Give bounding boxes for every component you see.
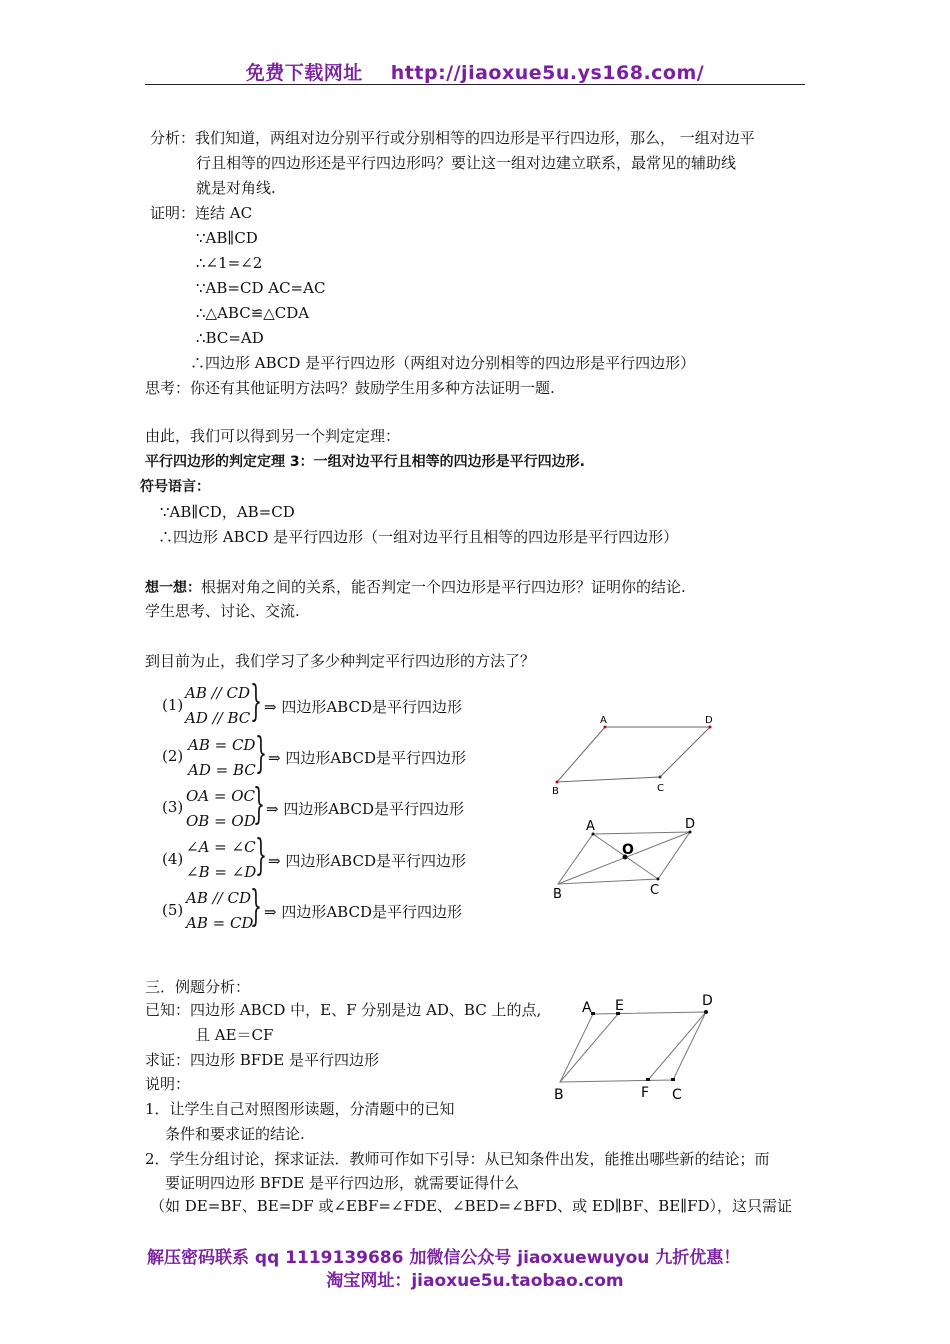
figure-1-point-c xyxy=(659,776,662,779)
figure-2-parallelogram xyxy=(548,812,728,907)
think2-bold: 想一想： xyxy=(145,580,201,596)
proof-line-2: ∵AB∥CD xyxy=(196,229,258,247)
figure-3-point-d xyxy=(704,1010,708,1014)
method-3-conclusion: ⇒ 四边形ABCD是平行四边形 xyxy=(266,800,464,818)
method-4-brace: } xyxy=(255,830,268,879)
think2-line-1 xyxy=(145,577,686,598)
analysis-line-3: 就是对角线. xyxy=(196,179,276,197)
header-rule xyxy=(145,84,805,85)
figure-3-outline xyxy=(560,1012,706,1082)
method-4-bottom: ∠B = ∠D xyxy=(186,863,257,881)
example-note: 说明： xyxy=(145,1075,191,1093)
analysis-line-1: 分析：我们知道，两组对边分别平行或分别相等的四边形是平行四边形，那么， 一组对边平 xyxy=(150,129,755,147)
figure-2-label-o: O xyxy=(622,842,634,858)
proof-line-5: ∴△ABC≌△CDA xyxy=(196,304,310,322)
example-note-1b: 条件和要求证的结论. xyxy=(165,1125,305,1143)
figure-2-label-c: C xyxy=(650,883,660,898)
figure-3-label-c: C xyxy=(672,1087,682,1103)
proof-line-7: ∴四边形 ABCD 是平行四边形（两组对边分别相等的四边形是平行四边形） xyxy=(190,354,696,372)
figure-2-label-a: A xyxy=(586,819,595,834)
figure-3-point-f xyxy=(646,1078,650,1081)
figure-1-outline xyxy=(557,727,710,782)
method-3-num: (3) xyxy=(162,798,184,816)
method-1-top: AB // CD xyxy=(185,684,251,702)
figure-3-segment-be xyxy=(560,1014,618,1082)
proof-line-6: ∴BC=AD xyxy=(196,329,264,347)
example-note-2a: 2．学生分组讨论，探求证法．教师可作如下引导：从已知条件出发，能推出哪些新的结论；而 xyxy=(145,1150,770,1168)
figure-3-parallelogram xyxy=(548,990,728,1105)
footer-contact: 解压密码联系 qq 1119139686 加微信公众号 jiaoxuewuyou 九折优惠！ xyxy=(147,1248,741,1268)
figure-2-point-c xyxy=(657,878,660,881)
method-3-top: OA = OC xyxy=(186,787,256,805)
figure-1-parallelogram xyxy=(545,712,735,797)
example-given-2: 且 AE＝CF xyxy=(195,1026,274,1044)
method-1-conclusion: ⇒ 四边形ABCD是平行四边形 xyxy=(264,698,462,716)
figure-1-label-d: D xyxy=(705,715,713,726)
method-3-brace: } xyxy=(253,779,266,828)
method-1-brace: } xyxy=(250,676,263,725)
method-2-conclusion: ⇒ 四边形ABCD是平行四边形 xyxy=(268,749,466,767)
example-given-1: 已知：四边形 ABCD 中，E、F 分别是边 AD、BC 上的点, xyxy=(145,1001,542,1019)
figure-1-point-b xyxy=(556,781,559,784)
example-title: 三．例题分析： xyxy=(145,978,251,996)
figure-3-label-e: E xyxy=(615,998,624,1014)
header-label: 免费下载网址 xyxy=(245,62,363,84)
method-1-num: (1) xyxy=(162,696,184,714)
method-3-bottom: OB = OD xyxy=(186,812,256,830)
proof-line-1: 证明：连结 AC xyxy=(150,204,253,222)
figure-3-label-a: A xyxy=(582,1000,592,1016)
method-5-num: (5) xyxy=(162,901,184,919)
figure-3-label-f: F xyxy=(641,1085,650,1101)
derive-line: 由此，我们可以得到另一个判定定理： xyxy=(145,427,401,445)
header-url[interactable]: http://jiaoxue5u.ys168.com/ xyxy=(390,62,705,84)
method-5-brace: } xyxy=(250,881,263,930)
method-5-top: AB // CD xyxy=(186,889,252,907)
method-5-bottom: AB = CD xyxy=(186,914,254,932)
figure-1-label-a: A xyxy=(600,715,607,726)
example-note-1a: 1．让学生自己对照图形读题，分清题中的已知 xyxy=(145,1100,455,1118)
sofar-line: 到目前为止，我们学习了多少种判定平行四边形的方法了？ xyxy=(145,652,536,670)
footer-shop-url[interactable]: 淘宝网址：jiaoxue5u.taobao.com xyxy=(326,1271,624,1291)
figure-1-label-b: B xyxy=(552,786,559,797)
symbol-title: 符号语言： xyxy=(140,479,210,495)
figure-1-label-c: C xyxy=(657,783,664,794)
method-4-num: (4) xyxy=(162,850,184,868)
think2-rest: 根据对角之间的关系，能否判定一个四边形是平行四边形？证明你的结论. xyxy=(201,578,686,596)
example-note-2c: （如 DE=BF、BE=DF 或∠EBF=∠FDE、∠BED=∠BFD、或 ED∥BF、BE∥FD），这只需证 xyxy=(150,1197,793,1215)
figure-2-label-b: B xyxy=(553,887,562,902)
think-line: 思考：你还有其他证明方法吗？鼓励学生用多种方法证明一题. xyxy=(145,379,555,397)
figure-3-point-c xyxy=(671,1078,675,1081)
method-4-conclusion: ⇒ 四边形ABCD是平行四边形 xyxy=(268,852,466,870)
method-2-brace: } xyxy=(255,728,268,777)
example-prove: 求证：四边形 BFDE 是平行四边形 xyxy=(145,1051,379,1069)
method-2-top: AB = CD xyxy=(188,736,256,754)
figure-3-point-a xyxy=(591,1012,595,1015)
theorem-line: 平行四边形的判定定理 3：一组对边平行且相等的四边形是平行四边形. xyxy=(145,454,585,470)
analysis-line-2: 行且相等的四边形还是平行四边形吗？要让这一组对边建立联系，最常见的辅助线 xyxy=(196,154,737,172)
method-5-conclusion: ⇒ 四边形ABCD是平行四边形 xyxy=(264,903,462,921)
symbol-line-1: ∵AB∥CD，AB=CD xyxy=(160,503,295,521)
method-2-num: (2) xyxy=(162,747,184,765)
method-2-bottom: AD = BC xyxy=(188,761,256,779)
proof-line-3: ∴∠1=∠2 xyxy=(196,254,263,272)
header-banner xyxy=(0,58,950,85)
figure-3-label-b: B xyxy=(554,1087,564,1103)
symbol-line-2: ∴四边形 ABCD 是平行四边形（一组对边平行且相等的四边形是平行四边形） xyxy=(158,528,679,546)
think2-line-2: 学生思考、讨论、交流. xyxy=(145,602,300,620)
method-1-bottom: AD // BC xyxy=(185,709,251,727)
figure-3-segment-df xyxy=(648,1012,706,1080)
figure-2-label-d: D xyxy=(685,817,696,832)
method-4-top: ∠A = ∠C xyxy=(186,838,256,856)
proof-line-4: ∵AB=CD AC=AC xyxy=(196,279,326,297)
figure-3-label-d: D xyxy=(702,993,713,1009)
example-note-2b: 要证明四边形 BFDE 是平行四边形，就需要证得什么 xyxy=(165,1174,519,1192)
